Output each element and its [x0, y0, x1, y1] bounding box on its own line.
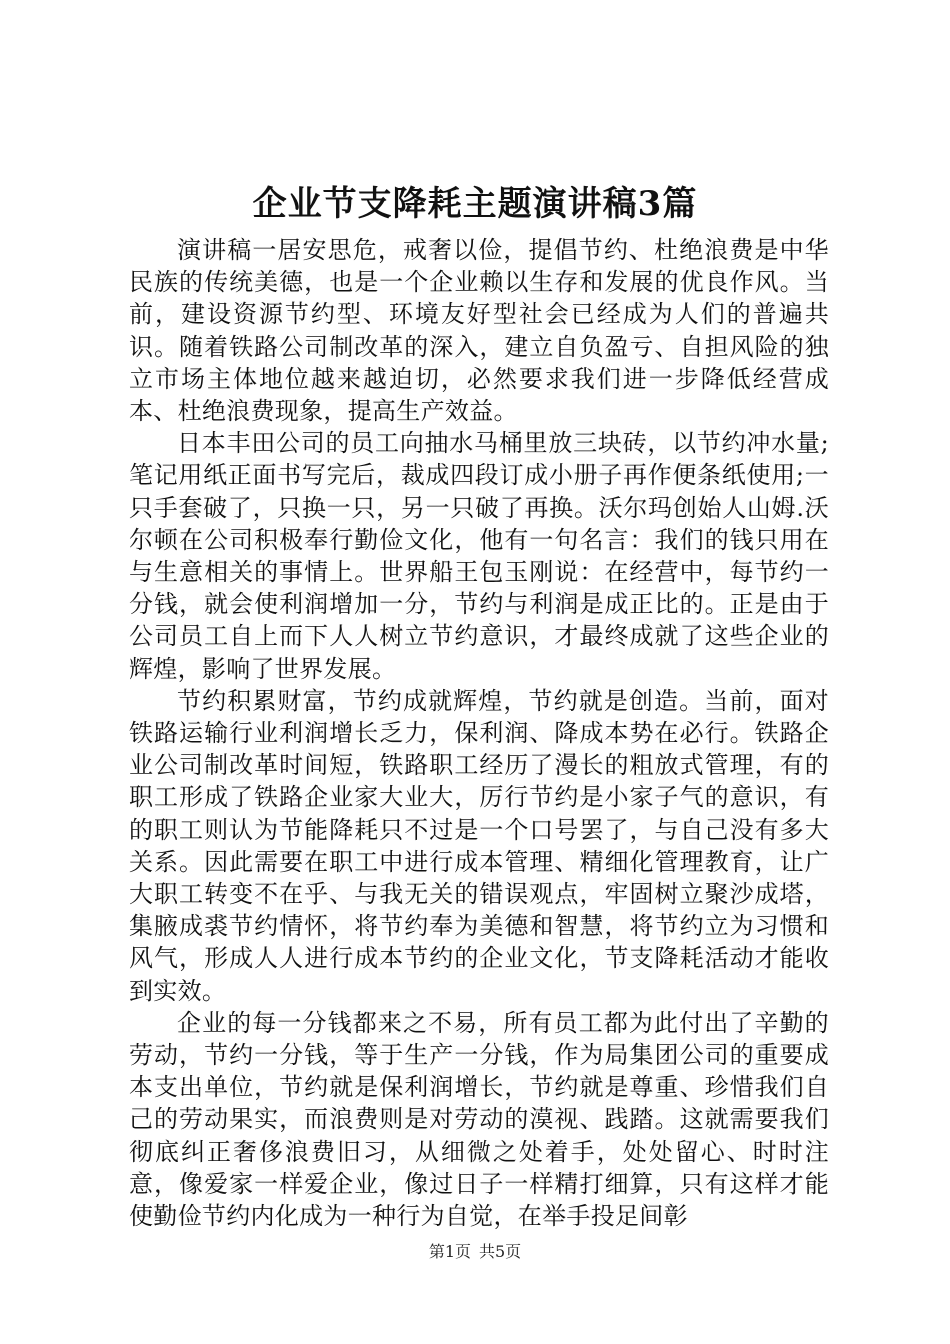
paragraph-4: 企业的每一分钱都来之不易，所有员工都为此付出了辛勤的劳动，节约一分钱，等于生产一分钱，作为局集团公司的重要成本支出单位，节约就是保利润增长，节约就是尊重、珍惜我们自己的劳动果实，而浪费则是对劳动的漠视、践踏。这就需要我们彻底纠正奢侈浪费旧习，从细微之处着手，处处留心、时时注意，像爱家一样爱企业，像过日子一样精打细算，只有这样才能使勤俭节约内化成为一种行为自觉，在举手投足间彰 [129, 1008, 829, 1231]
paragraph-3: 节约积累财富，节约成就辉煌，节约就是创造。当前，面对铁路运输行业利润增长乏力，保利润、降成本势在必行。铁路企业公司制改革时间短，铁路职工经历了漫长的粗放式管理，有的职工形成了铁路企业家大业大，厉行节约是小家子气的意识，有的职工则认为节能降耗只不过是一个口号罢了，与自己没有多大关系。因此需要在职工中进行成本管理、精细化管理教育，让广大职工转变不在乎、与我无关的错误观点，牢固树立聚沙成塔，集腋成裘节约情怀，将节约奉为美德和智慧，将节约立为习惯和风气，形成人人进行成本节约的企业文化，节支降耗活动才能收到实效。 [129, 686, 829, 1005]
page-footer [0, 1241, 950, 1263]
document-title: 企业节支降耗主题演讲稿3篇 [252, 184, 698, 224]
paragraph-2: 日本丰田公司的员工向抽水马桶里放三块砖，以节约冲水量;笔记用纸正面书写完后，裁成四段订成小册子再作便条纸使用;一只手套破了，只换一只，另一只破了再换。沃尔玛创始人山姆.沃尔顿在公司积极奉行勤俭文化，他有一句名言：我们的钱只用在与生意相关的事情上。世界船王包玉刚说：在经营中，每节约一分钱，就会使利润增加一分，节约与利润是成正比的。正是由于公司员工自上而下人人树立节约意识，才最终成就了这些企业的辉煌，影响了世界发展。 [129, 429, 829, 683]
document-body [129, 234, 829, 1232]
paragraph-1: 演讲稿一居安思危，戒奢以俭，提倡节约、杜绝浪费是中华民族的传统美德，也是一个企业赖以生存和发展的优良作风。当前，建设资源节约型、环境友好型社会已经成为人们的普遍共识。随着铁路公司制改革的深入，建立自负盈亏、自担风险的独立市场主体地位越来越迫切，必然要求我们进一步降低经营成本、杜绝浪费现象，提高生产效益。 [129, 236, 829, 426]
page-total: 共5页 [479, 1242, 522, 1261]
page-number: 第1页 [428, 1242, 471, 1261]
